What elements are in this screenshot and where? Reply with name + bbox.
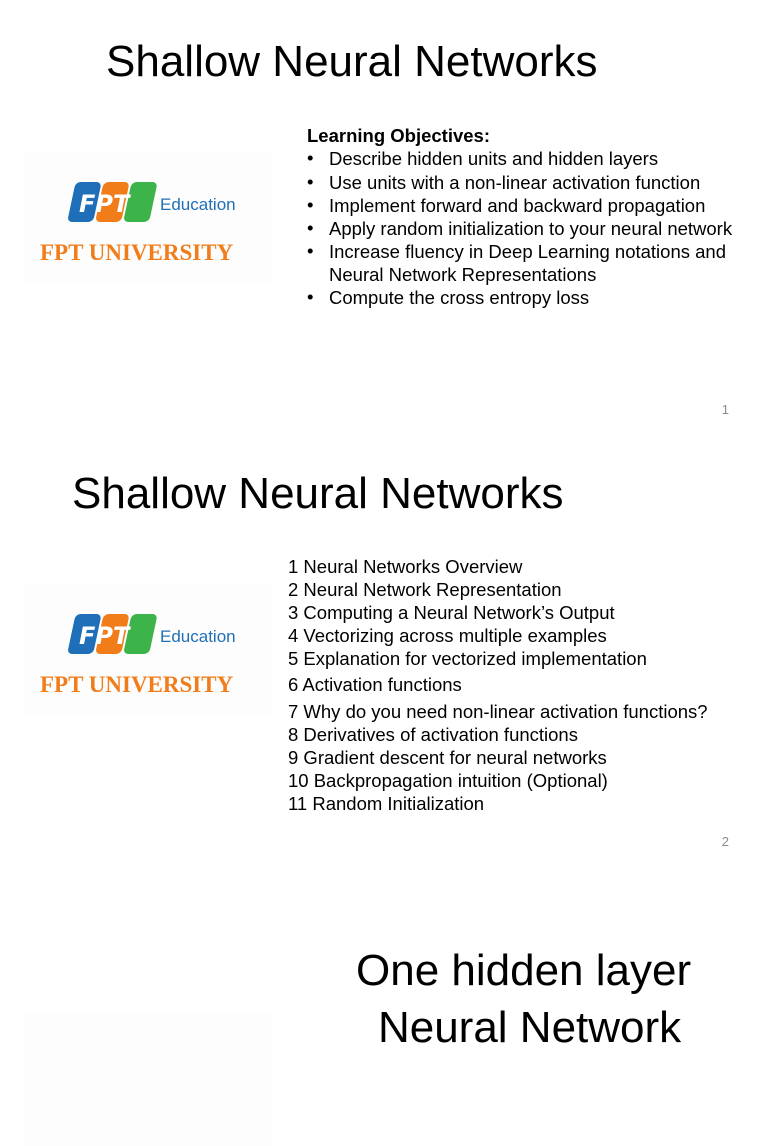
page-number: 1 xyxy=(721,402,729,417)
toc-item: 1 Neural Networks Overview xyxy=(288,556,523,577)
objectives-list xyxy=(307,147,769,309)
toc-item: 6 Activation functions xyxy=(288,674,462,695)
objectives-heading: Learning Objectives: xyxy=(307,125,490,146)
objective-item: • Increase fluency in Deep Learning notations and Neural Network Representations xyxy=(307,240,769,286)
slide-3 xyxy=(0,864,768,1053)
table-of-contents xyxy=(288,555,708,815)
learning-objectives xyxy=(307,124,769,309)
toc-item: 2 Neural Network Representation xyxy=(288,579,562,600)
fpt-university-logo xyxy=(24,584,272,716)
svg-text:FPT UNIVERSITY: FPT UNIVERSITY xyxy=(40,672,234,697)
toc-item: 8 Derivatives of activation functions xyxy=(288,724,578,745)
toc-item: 7 Why do you need non-linear activation functions? xyxy=(288,701,708,722)
svg-text:FPT UNIVERSITY: FPT UNIVERSITY xyxy=(40,240,234,265)
slide-title: Shallow Neural Networks xyxy=(106,37,598,86)
slide-title xyxy=(356,942,691,1056)
toc-item: 4 Vectorizing across multiple examples xyxy=(288,625,607,646)
fpt-university-logo xyxy=(24,152,272,284)
fpt-university-logo-partial xyxy=(24,1014,272,1146)
toc-item: 10 Backpropagation intuition (Optional) xyxy=(288,770,608,791)
slide-2 xyxy=(0,432,768,864)
svg-text:Education: Education xyxy=(160,195,236,214)
toc-item: 9 Gradient descent for neural networks xyxy=(288,747,607,768)
slide-1 xyxy=(0,0,768,432)
svg-text:Education: Education xyxy=(160,627,236,646)
toc-item: 11 Random Initialization xyxy=(288,793,485,814)
objective-item: • Use units with a non-linear activation function xyxy=(307,171,769,194)
objective-item: • Apply random initialization to your neural network xyxy=(307,217,769,240)
objective-item: • Implement forward and backward propagation xyxy=(307,194,769,217)
page-number: 2 xyxy=(721,834,729,849)
svg-text:FPT: FPT xyxy=(79,190,130,218)
objective-item: • Compute the cross entropy loss xyxy=(307,286,769,309)
toc-item: 5 Explanation for vectorized implementation xyxy=(288,648,647,669)
slide-title: Shallow Neural Networks xyxy=(72,469,564,518)
slide-title-line: One hidden layer xyxy=(356,946,692,995)
svg-text:FPT: FPT xyxy=(79,622,130,650)
toc-item: 3 Computing a Neural Network’s Output xyxy=(288,602,615,623)
fpt-logo-icon xyxy=(24,584,272,716)
objective-item: • Describe hidden units and hidden layers xyxy=(307,147,769,170)
fpt-logo-icon xyxy=(24,152,272,284)
slide-title-line: Neural Network xyxy=(377,1003,682,1053)
